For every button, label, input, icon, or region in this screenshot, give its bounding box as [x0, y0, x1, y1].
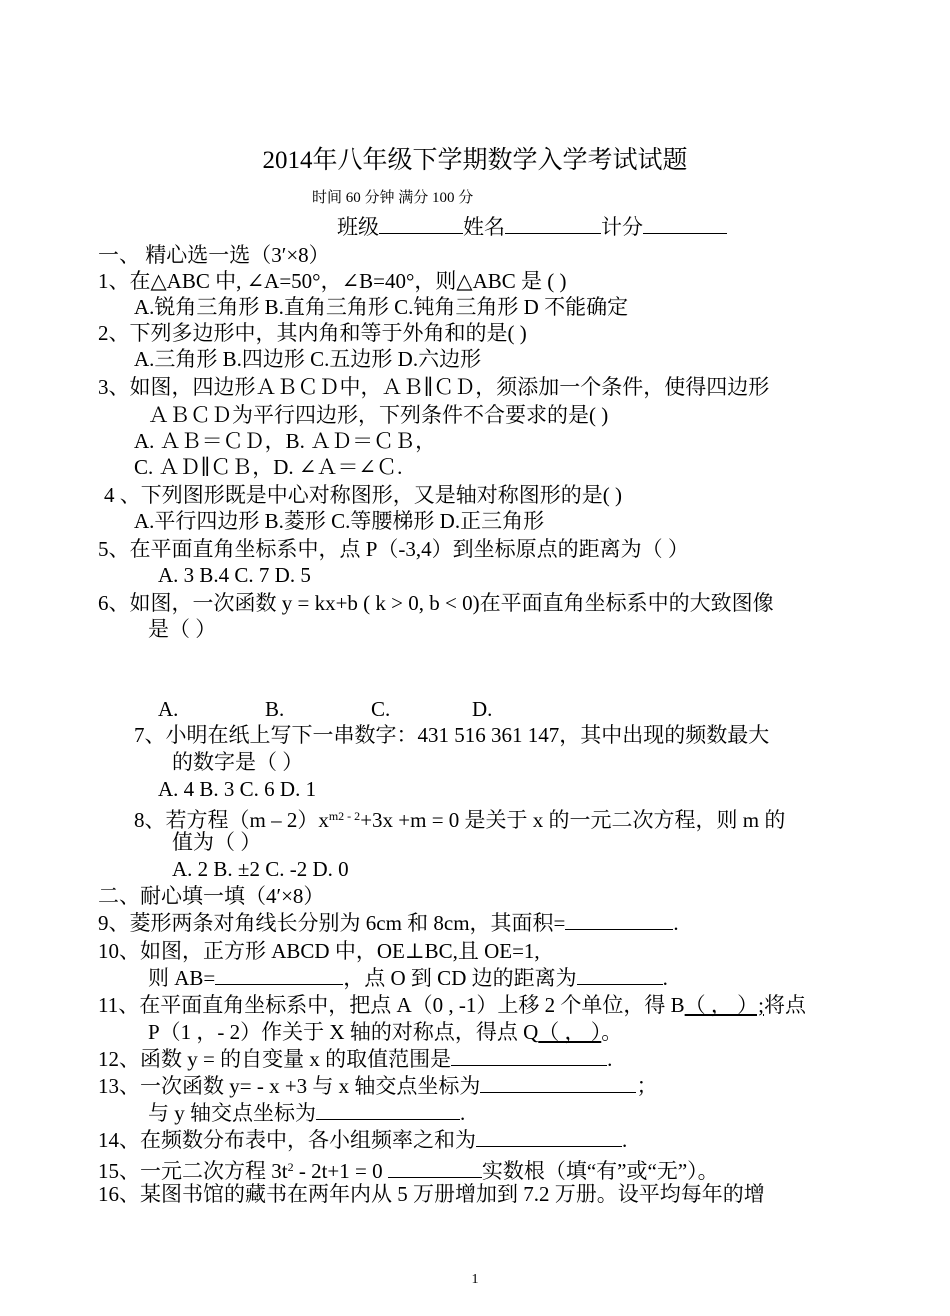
q6-stem-cont: 是（ ） — [148, 617, 217, 641]
class-blank[interactable] — [379, 215, 463, 234]
q11-answer-q[interactable]: （ ， ） — [538, 1020, 602, 1044]
q13-end: . — [460, 1101, 466, 1125]
q7-stem-cont: 的数字是（ ） — [172, 750, 304, 774]
q1-options: A.锐角三角形 B.直角三角形 C.钝角三角形 D 不能确定 — [134, 295, 629, 319]
q13-text-a: 13、一次函数 y= - x +3 与 x 轴交点坐标为 — [98, 1074, 481, 1098]
q8-stem-b: +3x +m = 0 是关于 x 的一元二次方程，则 m 的 — [360, 808, 786, 832]
q10-text-b: ，点 O 到 CD 边的距离为 — [343, 966, 577, 990]
q8-stem-cont: 值为（ ） — [172, 830, 262, 854]
q2-options: A.三角形 B.四边形 C.五边形 D.六边形 — [134, 347, 482, 371]
section2-heading: 二、耐心填一填（4′×8） — [98, 884, 325, 908]
q8-options: A. 2 B. ±2 C. -2 D. 0 — [172, 857, 349, 881]
q11-answer-b[interactable]: （ ， ）; — [684, 993, 764, 1017]
q16-line1: 16、某图书馆的藏书在两年内从 5 万册增加到 7.2 万册。设平均每年的增 — [98, 1182, 765, 1206]
exam-info: 时间 60 分钟 满分 100 分 — [312, 190, 474, 206]
page-title: 2014年八年级下学期数学入学考试试题 — [262, 147, 688, 174]
q6-option-c: C. — [371, 697, 391, 721]
q3-stem: 3、如图，四边形ＡＢＣＤ中，ＡＢ∥ＣＤ，须添加一个条件，使得四边形 — [98, 375, 770, 399]
q6-option-b: B. — [265, 697, 285, 721]
q13-text-c: 与 y 轴交点坐标为 — [148, 1101, 316, 1125]
q10-line2 — [148, 965, 668, 991]
q15-text-c: 实数根（填“有”或“无”）。 — [481, 1159, 719, 1183]
name-blank[interactable] — [505, 215, 601, 234]
q9-text: 9、菱形两条对角线长分别为 6cm 和 8cm，其面积= — [98, 911, 566, 935]
q4-stem: 4 、下列图形既是中心对称图形，又是轴对称图形的是( ) — [104, 483, 622, 507]
q6-option-d: D. — [472, 697, 493, 721]
q12 — [98, 1046, 612, 1072]
q2-stem: 2、下列多边形中，其内角和等于外角和的是( ) — [98, 321, 527, 345]
q3-options-1: A. ＡＢ＝ＣＤ，B. ＡＤ＝ＣＢ， — [134, 429, 437, 453]
q15 — [98, 1154, 719, 1184]
q11-end: 。 — [601, 1020, 623, 1044]
page-number: 1 — [471, 1272, 479, 1287]
q7-stem: 7、小明在纸上写下一串数字：431 516 361 147，其中出现的频数最大 — [134, 723, 770, 747]
q12-blank[interactable] — [451, 1047, 607, 1066]
score-blank[interactable] — [643, 215, 727, 234]
q10-end: . — [662, 966, 668, 990]
q7-options: A. 4 B. 3 C. 6 D. 1 — [158, 777, 317, 801]
q9-blank[interactable] — [565, 911, 673, 930]
q8-exponent: m2 - 2 — [328, 809, 361, 823]
q1-stem: 1、在△ABC 中, ∠A=50°，∠B=40°，则△ABC 是 ( ) — [98, 269, 567, 293]
q15-exponent: 2 — [287, 1160, 294, 1174]
q6-option-a: A. — [158, 697, 179, 721]
q11-line1 — [98, 992, 806, 1018]
q12-end: . — [607, 1047, 613, 1071]
q8-stem-a: 8、若方程（m – 2）x — [134, 808, 329, 832]
q13-text-b: ； — [636, 1074, 658, 1098]
q15-blank[interactable] — [388, 1159, 482, 1178]
class-label: 班级 — [337, 215, 379, 239]
q6-stem: 6、如图，一次函数 y = kx+b ( k > 0, b < 0)在平面直角坐标系中的大致图像 — [98, 591, 774, 615]
q11-line2 — [148, 1019, 622, 1045]
q13-line1 — [98, 1073, 657, 1099]
q11-text-c: 将点 — [763, 993, 806, 1017]
q13-blank-1[interactable] — [480, 1074, 636, 1093]
q14-blank[interactable] — [476, 1128, 622, 1147]
q10-line1: 10、如图，正方形 ABCD 中，OE⊥BC,且 OE=1, — [98, 939, 540, 963]
q15-text-b: - 2t+1 = 0 — [293, 1159, 388, 1183]
q15-text-a: 15、一元二次方程 3t — [98, 1159, 288, 1183]
q13-line2 — [148, 1100, 465, 1126]
q11-text-d: P（1 ，- 2）作关于 X 轴的对称点，得点 Q — [148, 1020, 539, 1044]
q10-text-a: 则 AB= — [148, 966, 216, 990]
name-label: 姓名 — [463, 215, 505, 239]
score-label: 计分 — [601, 215, 643, 239]
q5-stem: 5、在平面直角坐标系中，点 P（-3,4）到坐标原点的距离为（ ） — [98, 537, 689, 561]
q9-end: . — [673, 911, 679, 935]
q3-options-2: C. ＡＤ∥ＣＢ，D. ∠Ａ＝∠Ｃ. — [134, 455, 403, 479]
q5-options: A. 3 B.4 C. 7 D. 5 — [158, 563, 311, 587]
q9 — [98, 910, 679, 936]
q14-text: 14、在频数分布表中，各小组频率之和为 — [98, 1128, 476, 1152]
q11-text-a: 11、在平面直角坐标系中，把点 A（0 , -1）上移 2 个单位，得 B — [98, 993, 685, 1017]
student-info-line — [337, 214, 727, 240]
q4-options: A.平行四边形 B.菱形 C.等腰梯形 D.正三角形 — [134, 509, 545, 533]
q13-blank-2[interactable] — [316, 1101, 460, 1120]
q14-end: . — [622, 1128, 628, 1152]
q10-blank-2[interactable] — [577, 966, 663, 985]
q12-text: 12、函数 y = 的自变量 x 的取值范围是 — [98, 1047, 452, 1071]
q14 — [98, 1127, 627, 1153]
q3-stem-cont: ＡＢＣＤ为平行四边形，下列条件不合要求的是( ) — [148, 403, 609, 427]
q10-blank-1[interactable] — [215, 966, 343, 985]
section1-heading: 一、 精心选一选（3′×8） — [98, 243, 330, 267]
